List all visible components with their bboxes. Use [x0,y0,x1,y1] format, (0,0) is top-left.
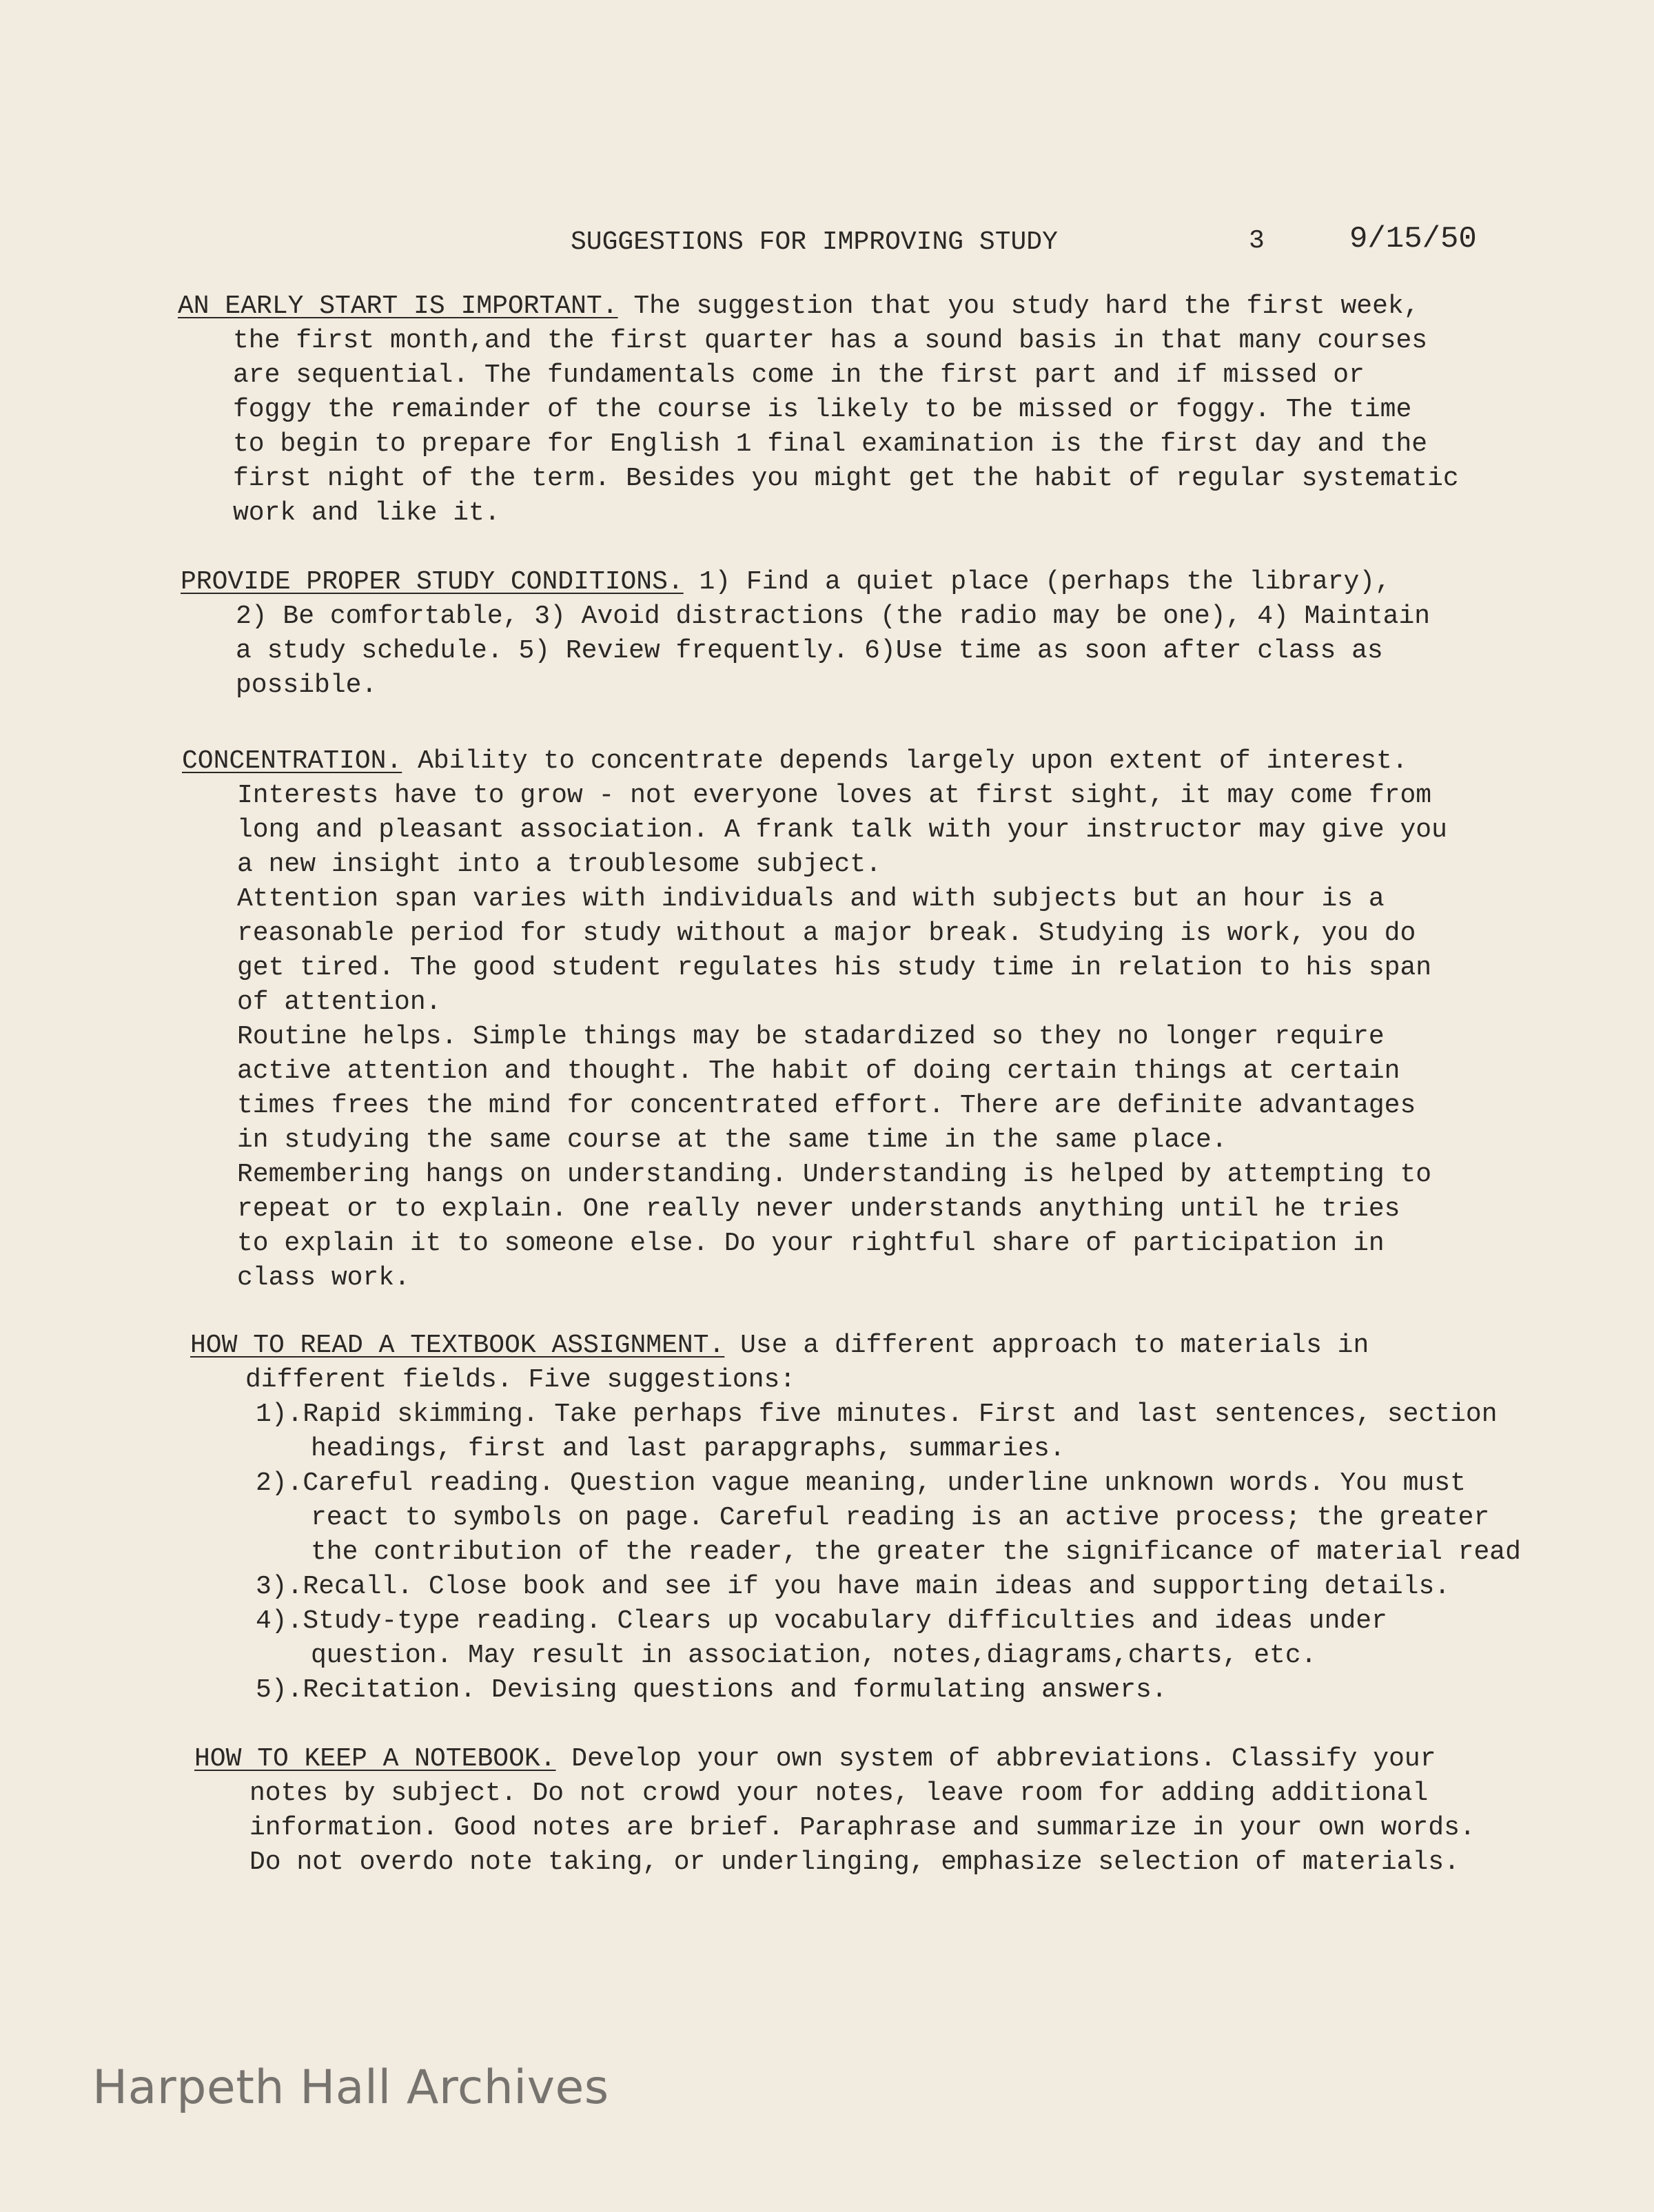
list-item: 4).Study-type reading. Clears up vocabulary difficulties and ideas under [256,1606,1387,1636]
section-text: Use a different approach to materials in [724,1331,1369,1360]
text-line: Remembering hangs on understanding. Understanding is helped by attempting to [237,1160,1432,1189]
text-line: first night of the term. Besides you might get the habit of regular systematic [233,464,1459,493]
text-line: class work. [237,1263,410,1293]
text-line: Attention span varies with individuals and with subjects but an hour is a [237,884,1385,914]
list-item-continuation: react to symbols on page. Careful reading is an active process; the greater [311,1503,1490,1533]
text-line: 2) Be comfortable, 3) Avoid distractions (the radio may be one), 4) Maintain [236,602,1431,631]
text-line: the first month,and the first quarter has a sound basis in that many courses [233,326,1428,356]
list-item-continuation: headings, first and last parapgraphs, summaries. [311,1434,1065,1464]
text-line: are sequential. The fundamentals come in the first part and if missed or [233,360,1365,390]
section-study-conditions [181,565,1642,703]
document-title: SUGGESTIONS FOR IMPROVING STUDY [571,227,1058,257]
text-line: in studying the same course at the same time in the same place. [237,1125,1227,1155]
text-line: of attention. [237,987,442,1017]
list-item-continuation: the contribution of the reader, the greater the significance of material read [311,1537,1521,1567]
text-line: active attention and thought. The habit of doing certain things at certain [237,1056,1400,1086]
text-line: Interests have to grow - not everyone loves at first sight, it may come from [237,781,1432,810]
section-heading: CONCENTRATION. [182,746,402,776]
text-line: repeat or to explain. One really never understands anything until he tries [237,1194,1400,1224]
text-line: times frees the mind for concentrated effort. There are definite advantages [237,1091,1416,1120]
document-date: 9/15/50 [1349,222,1477,256]
page-header [0,222,1654,263]
archive-watermark: Harpeth Hall Archives [92,2060,609,2115]
text-line: information. Good notes are brief. Paraphrase and summarize in your own words. [249,1813,1476,1843]
text-line: to explain it to someone else. Do your rightful share of participation in [237,1229,1385,1258]
page-number: 3 [1249,226,1265,256]
section-heading: AN EARLY START IS IMPORTANT. [178,291,618,321]
section-heading: HOW TO READ A TEXTBOOK ASSIGNMENT. [190,1331,725,1360]
text-line: long and pleasant association. A frank talk with your instructor may give you [237,815,1447,845]
text-line: work and like it. [233,498,500,528]
list-item: 5).Recitation. Devising questions and formulating answers. [256,1675,1167,1705]
section-text: 1) Find a quiet place (perhaps the library), [683,567,1391,597]
section-text: Develop your own system of abbreviations. Classify your [555,1744,1436,1774]
section-heading: HOW TO KEEP A NOTEBOOK. [194,1744,556,1774]
text-line: different fields. Five suggestions: [245,1365,796,1395]
section-early-start [178,289,1639,531]
list-item: 1).Rapid skimming. Take perhaps five minutes. First and last sentences, section [256,1400,1498,1429]
section-concentration [182,744,1643,1296]
text-line: Routine helps. Simple things may be stadardized so they no longer require [237,1022,1385,1052]
text-line: possible. [236,670,378,700]
section-textbook-assignment [190,1329,1651,1708]
text-line: a new insight into a troublesome subject. [237,850,881,879]
list-item-continuation: question. May result in association, notes,diagrams,charts, etc. [311,1641,1317,1670]
text-line: a study schedule. 5) Review frequently. 6)Use time as soon after class as [236,636,1383,666]
text-line: Do not overdo note taking, or underlinging, emphasize selection of materials. [249,1847,1460,1877]
section-heading: PROVIDE PROPER STUDY CONDITIONS. [181,567,684,597]
list-item: 2).Careful reading. Question vague meaning, underline unknown words. You must [256,1468,1466,1498]
text-line: foggy the remainder of the course is likely to be missed or foggy. The time [233,395,1412,424]
section-text: The suggestion that you study hard the first week, [617,291,1420,321]
text-line: to begin to prepare for English 1 final examination is the first day and the [233,429,1428,459]
text-line: notes by subject. Do not crowd your notes, leave room for adding additional [249,1779,1429,1808]
text-line: get tired. The good student regulates his study time in relation to his span [237,953,1432,983]
section-text: Ability to concentrate depends largely upon extent of interest. [402,746,1408,776]
text-line: reasonable period for study without a major break. Studying is work, you do [237,919,1416,948]
list-item: 3).Recall. Close book and see if you have main ideas and supporting details. [256,1572,1451,1601]
section-notebook [194,1742,1654,1880]
